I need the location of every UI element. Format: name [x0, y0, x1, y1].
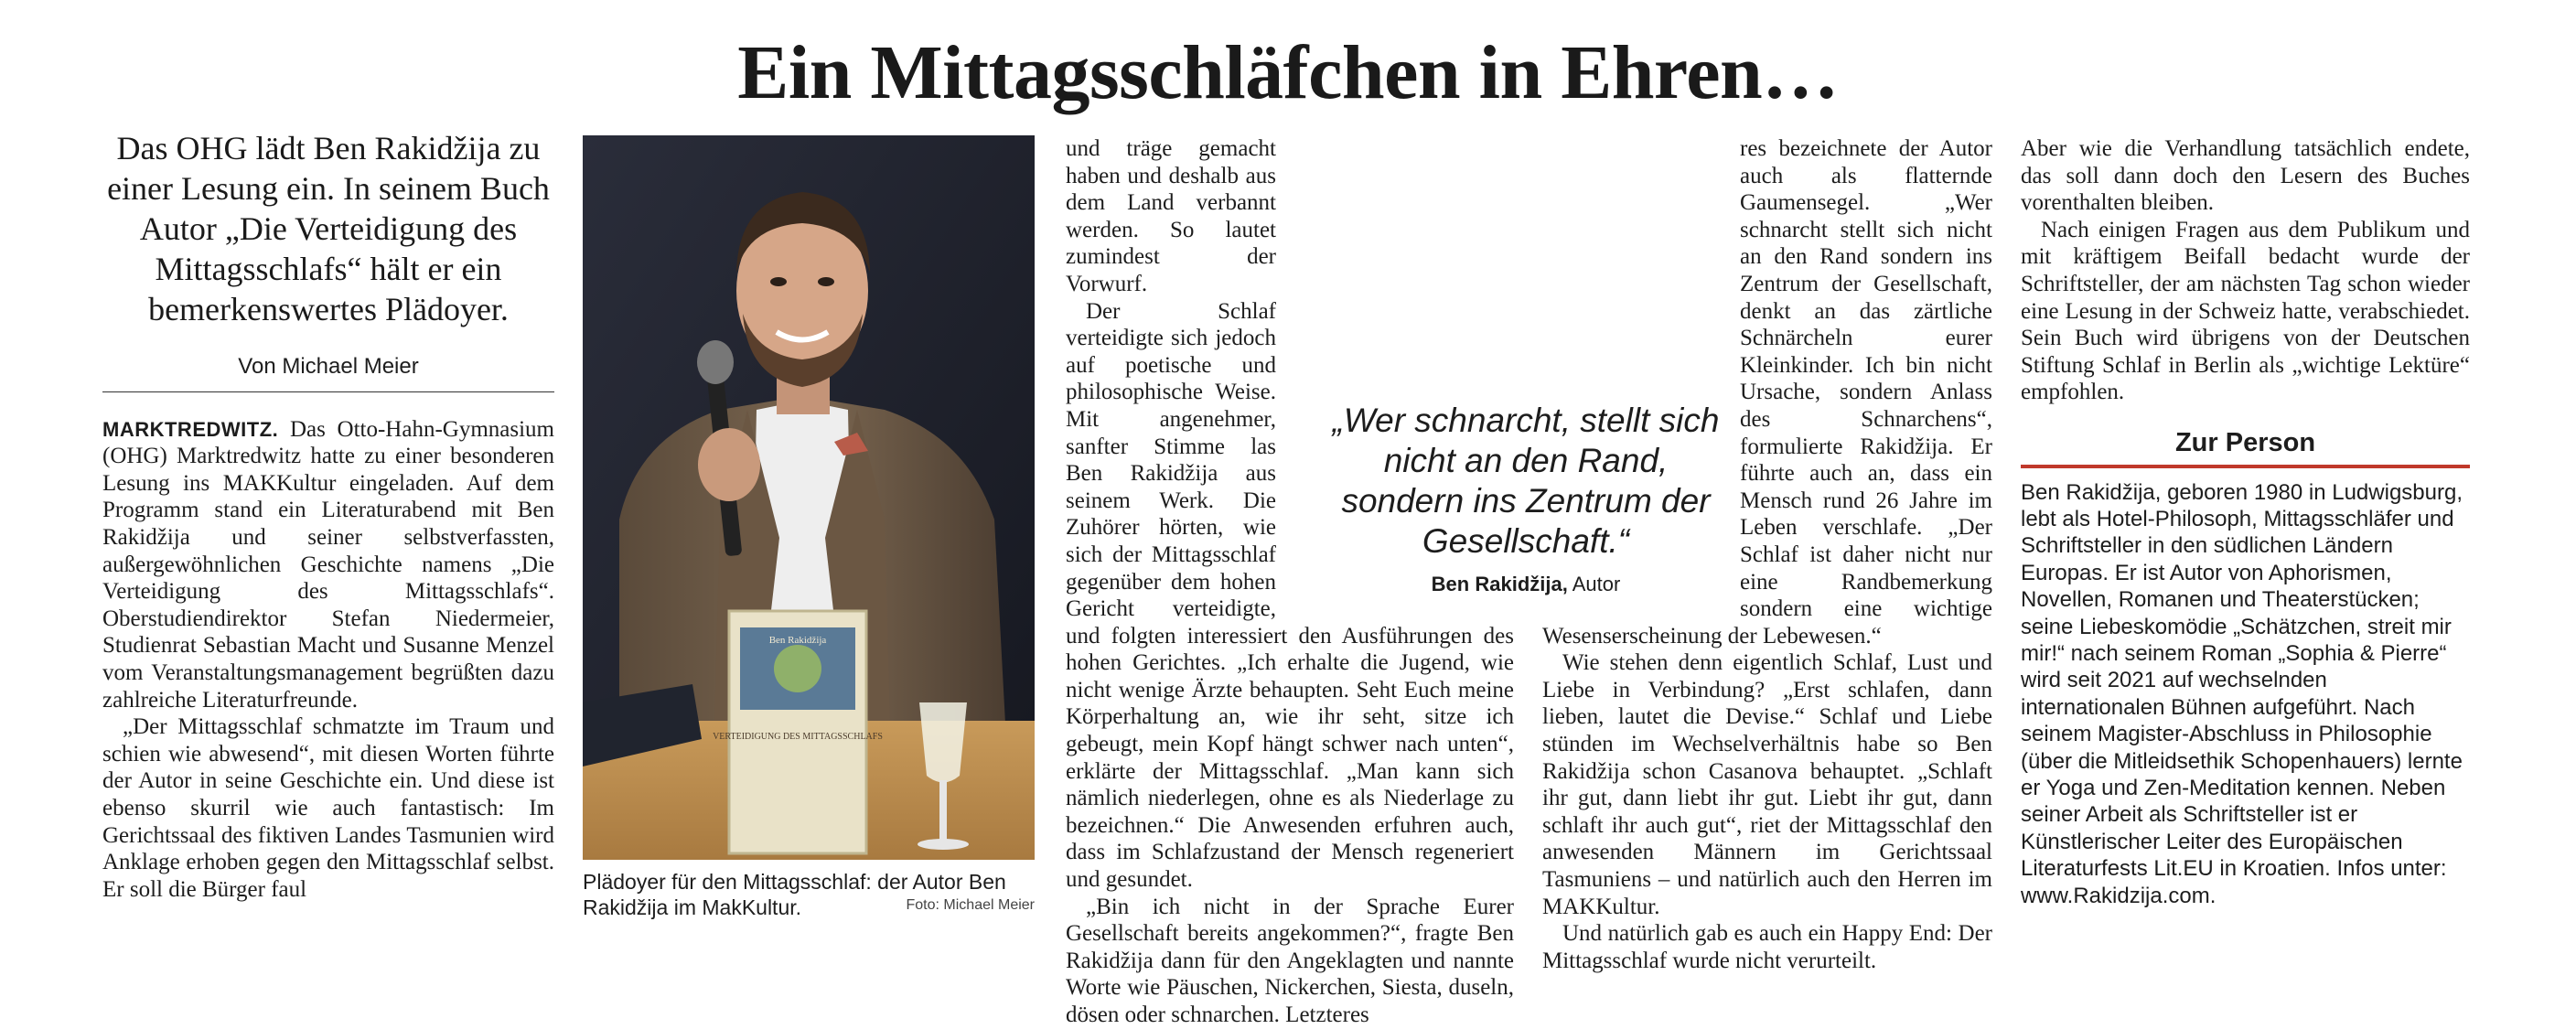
- byline: Von Michael Meier: [102, 353, 554, 392]
- dateline: MARKTREDWITZ.: [102, 417, 279, 441]
- paragraph: Nach einigen Fragen aus dem Publikum und mit kräftigem Beifall bedacht wurde der Schriftsteller, der am nächsten Tag schon wieder eine Lesung in der Schweiz hatte, verabschiedet. Sein Buch wird übrigens von der Deutschen Stiftung Schlaf in Berlin als „wichtige Lektüre“ empfohlen.: [2021, 217, 2470, 405]
- caption-text: Plädoyer für den Mittagsschlaf: der Autor Ben Rakidžija im MakKultur.: [583, 870, 1006, 919]
- column-1: [102, 128, 554, 903]
- pull-quote-role: Autor: [1567, 573, 1621, 595]
- sidebar-title: Zur Person: [2021, 430, 2470, 468]
- author-photo: [583, 135, 1035, 860]
- pull-quote-source: [1328, 573, 1723, 596]
- photo-column: [583, 135, 1035, 920]
- sidebar-body: Ben Rakidžija, geboren 1980 in Ludwigsburg, lebt als Hotel-Philosoph, Mittagsschläfer und Schriftsteller in den südlichen Ländern Europas. Er ist Autor von Aphorismen, Novellen, Romanen und Theaterstücken; seine Liebeskomödie „Schätzchen, streit mir mir!“ nach seinem Roman „Sophia & Pierre“ wird seit 2021 auf wechselnden internationalen Bühnen aufgeführt. Nach seinem Magister-Abschluss in Philosophie (über die Mitleidsethik Schopenhauers) lernte er Yoga und Zen-Meditation kennen. Neben seiner Arbeit als Schriftsteller ist er Künstlerischer Leiter des Europäischen Literaturfests Lit.EU in Kroatien. Infos unter: www.Rakidzija.com.: [2021, 479, 2463, 908]
- paragraph: res bezeichnete der Autor auch als flatternde Gaumensegel. „Wer schnarcht stellt sich nicht an den Rand sondern ins Zentrum der Gesellschaft, denkt an das zärtliche Schnärcheln eurer Kleinkinder. Ich bin nicht Ursache, sondern Anlass des Schnarchens“, formulierte Rakidžija. Er führte auch an, dass ein Mensch rund 26 Jahre im Leben verschlafe. „Der Schlaf ist daher nicht nur eine Randbemerkung sondern eine wichtige Wesenserscheinung der Lebewesen.“: [1542, 136, 1992, 648]
- paragraph: „Bin ich nicht in der Sprache Eurer Gesellschaft bereits angekommen?“, fragte Ben Rakidžija dann für den Angeklagten und nannte Worte wie Päuschen, Nickerchen, Siesta, duseln, dösen oder schnarchen. Letzteres: [1066, 894, 1514, 1027]
- paragraph-text: Das Otto-Hahn-Gymnasium (OHG) Marktredwitz hatte zu einer besonderen Lesung ins MAKKultur eingeladen. Auf dem Programm stand ein Literaturabend mit Ben Rakidžija und seiner selbstverfassten, außergewöhnlichen Geschichte namens „Die Verteidigung des Mittagsschlafs“. Oberstudiendirektor Stefan Niedermeier, Studienrat Sebastian Macht und Susanne Menzel vom Veranstaltungsmanagement begrüßten dazu zahlreiche Literaturfreunde.: [102, 416, 554, 713]
- pull-quote: [1328, 401, 1723, 620]
- column-5: [2021, 135, 2470, 909]
- pull-quote-name: Ben Rakidžija,: [1431, 573, 1568, 595]
- paragraph: Und natürlich gab es auch ein Happy End: Der Mittagsschlaf wurde nicht verurteilt.: [1542, 921, 1992, 973]
- pull-quote-text: „Wer schnarcht, stellt sich nicht an den Rand, sondern ins Zentrum der Gesellschaft.“: [1332, 402, 1720, 560]
- photo-credit: Foto: Michael Meier: [906, 897, 1035, 913]
- paragraph: Der Schlaf verteidigte sich jedoch auf poetische und philosophische Weise. Mit angenehmer, sanfter Stimme las Ben Rakidžija aus seinem Werk. Die Zuhörer hörten, wie sich der Mittagsschlaf gegenüber dem hohen Gericht verteidigte, und folgten interessiert den Ausführungen des hohen Gerichtes. „Ich erhalte die Jugend, wie nicht wenige Ärzte behaupten. Seht Euch meine Körperhaltung an, wie ihr seht, sitze ich gebeugt, mein Kopf hängt schwer nach unten“, erklärte der Mittagsschlaf. „Man kann sich nämlich niederlegen, ohne es als Niederlage zu bezeichnen.“ Die Anwesenden erfuhren auch, dass im Schlafzustand der Mensch regeneriert und gesundet.: [1066, 298, 1514, 893]
- paragraph: „Der Mittagsschlaf schmatzte im Traum und schien wie abwesend“, mit diesen Worten führte der Autor in seine Geschichte ein. Und diese ist ebenso skurril wie auch fantastisch: Im Gerichtssaal des fiktiven Landes Tasmunien wird Anklage erhoben gegen den Mittagsschlaf selbst. Er soll die Bürger faul: [102, 714, 554, 902]
- paragraph: Aber wie die Verhandlung tatsächlich endete, das soll dann doch den Lesern des Buches vorenthalten bleiben.: [2021, 136, 2470, 216]
- paragraph: Wie stehen denn eigentlich Schlaf, Lust und Liebe in Verbindung? „Erst schlafen, dann lieben, lautet die Devise.“ Schlaf und Liebe stünden im Wechselverhältnis habe so Ben Rakidžija schon Casanova behauptet. „Schlaft ihr gut, dann liebt ihr gut. Liebt ihr gut, dann schlaft ihr auch gut“, riet der Mittagsschlaf den anwesenden Männern im Gerichtssaal Tasmuniens – und natürlich auch den Herren im MAKKultur.: [1542, 650, 1992, 919]
- book-author: Ben Rakidžija: [768, 635, 827, 646]
- headline: Ein Mittagsschläfchen in Ehren…: [737, 30, 1839, 115]
- paragraph: und träge gemacht haben und deshalb aus dem Land verbannt werden. So lautet zumindest der Vorwurf.: [1066, 136, 1276, 296]
- book-title: VERTEIDIGUNG DES MITTAGSSCHLAFS: [713, 732, 883, 742]
- photo-caption: [583, 869, 1035, 920]
- paragraph: [102, 416, 554, 714]
- teaser: Das OHG lädt Ben Rakidžija zu einer Lesung ein. In seinem Buch Autor „Die Verteidigung des Mittagsschlafs“ hält er ein bemerkenswertes Plädoyer.: [107, 130, 550, 327]
